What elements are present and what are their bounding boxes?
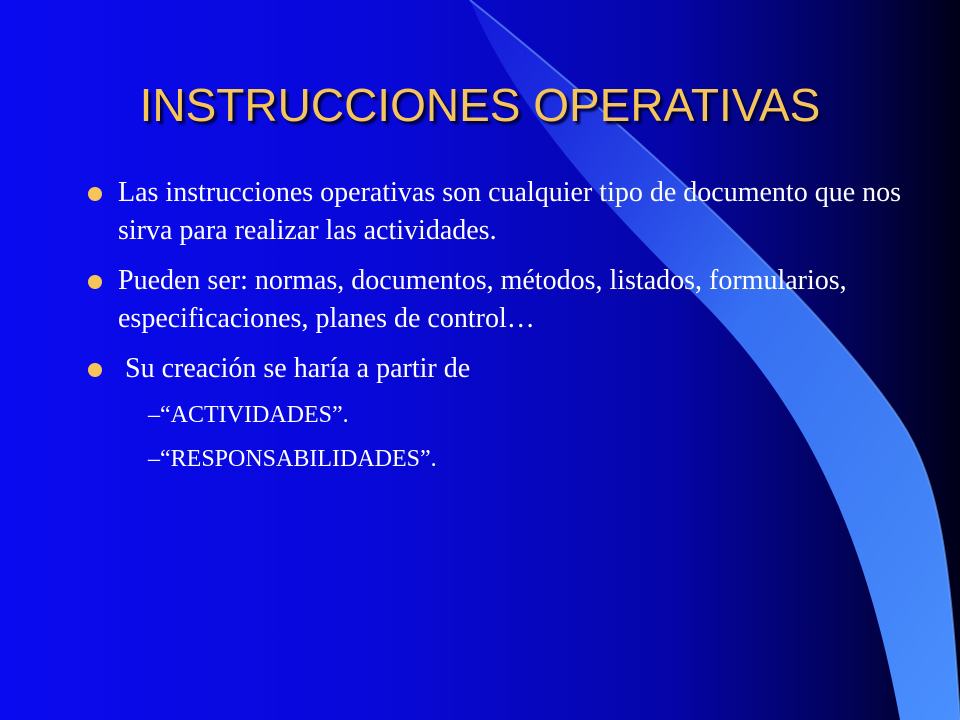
bullet-dot-icon (88, 187, 102, 201)
slide-body (88, 174, 908, 488)
bullet-text: Su creación se haría a partir de (118, 353, 471, 384)
sub-item-text: “RESPONSABILIDADES”. (160, 446, 437, 472)
bullet-text: Las instrucciones operativas son cualquier tipo de documento que nos sirva para realizar las actividades. (118, 177, 902, 246)
sub-item-dash: – (148, 402, 160, 428)
bullet-item (88, 174, 908, 250)
bullet-dot-icon (88, 363, 102, 377)
sub-item (88, 444, 908, 474)
slide-title: INSTRUCCIONES OPERATIVAS (139, 79, 821, 131)
bullet-item (88, 350, 908, 388)
sub-item-text: “ACTIVIDADES”. (160, 402, 349, 428)
sub-item (88, 400, 908, 430)
bullet-item (88, 262, 908, 338)
sub-item-dash: – (148, 446, 160, 472)
bullet-text: Pueden ser: normas, documentos, métodos, listados, formularios, especificaciones, planes de control… (118, 265, 847, 334)
bullet-dot-icon (88, 275, 102, 289)
